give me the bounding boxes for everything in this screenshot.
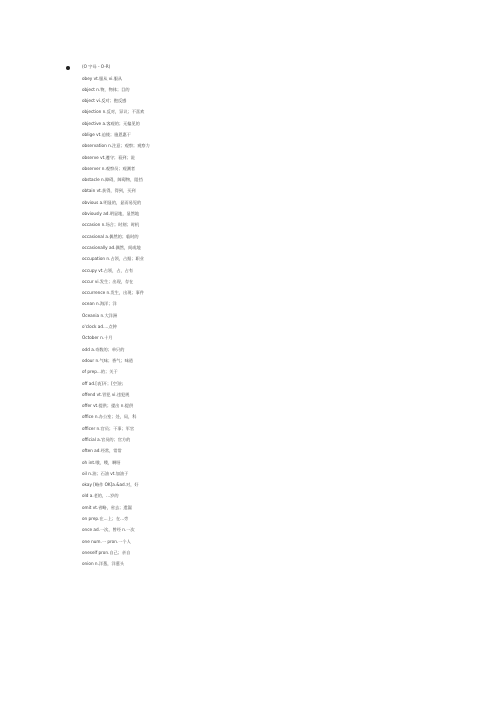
- vocabulary-entry: occasional a.偶然的；临时的: [82, 233, 139, 239]
- vocabulary-entry: occurrence n.发生，出现；事件: [82, 290, 145, 296]
- vocabulary-entry: oblige vt.迫使；施恩惠于: [82, 131, 131, 137]
- vocabulary-entry: occasionally ad.偶然，间或地: [82, 244, 141, 250]
- vocabulary-entry: omit vt.省略，省去；遗漏: [82, 504, 132, 510]
- vocabulary-entry: of prep...的；关于: [82, 369, 118, 375]
- vocabulary-entry: occupy vt.占领，占，占有: [82, 267, 134, 273]
- vocabulary-entry: October n.十月: [82, 335, 113, 341]
- bullet-icon: [66, 66, 70, 70]
- vocabulary-entry: objection n.反对，异议；不喜欢: [82, 109, 145, 115]
- vocabulary-entry: offer vt.提供；提出 n.提供: [82, 403, 134, 409]
- vocabulary-entry: officer n.官员；干事；军官: [82, 425, 135, 431]
- vocabulary-entry: Oceania n.大洋洲: [82, 312, 118, 318]
- vocabulary-entry: oneself pron.自己；亲自: [82, 549, 131, 555]
- vocabulary-entry: odour n.气味；香气；味道: [82, 357, 133, 363]
- vocabulary-entry: off ad.[表]开；[空]出: [82, 380, 123, 386]
- vocabulary-entry: okay [略作 OK]a.&ad.对，好: [82, 482, 139, 488]
- vocabulary-entry: o'clock ad....点钟: [82, 324, 117, 330]
- vocabulary-entry: one num.一 pron.一个人: [82, 538, 131, 544]
- vocabulary-entry: occasion n.场合；时刻；时机: [82, 222, 140, 228]
- vocabulary-entry: obtain vt.获得，得到，买到: [82, 188, 136, 194]
- vocabulary-entry: on prep.在...上；在...旁: [82, 516, 129, 522]
- vocabulary-entry: observe vt.遵守；看到；说: [82, 154, 135, 160]
- vocabulary-entry: often ad.经常，常常: [82, 448, 122, 454]
- vocabulary-entry: oil n.油；石油 vt.加油于: [82, 470, 129, 476]
- vocabulary-list: [82, 76, 150, 573]
- vocabulary-entry: obey vt.服从 vi.服从: [82, 75, 123, 81]
- vocabulary-entry: onion n.洋葱，洋葱头: [82, 561, 125, 567]
- vocabulary-entry: occur vi.发生；出现，存在: [82, 278, 134, 284]
- vocabulary-entry: obviously ad.明显地，显然地: [82, 211, 140, 217]
- vocabulary-entry: oh int.哦，噢，啊呀: [82, 459, 121, 465]
- vocabulary-entry: occupation n.占领，占据；职业: [82, 256, 144, 262]
- vocabulary-entry: object vi.反对；抱反感: [82, 98, 127, 104]
- section-heading: (O 字母 - O-R): [82, 64, 111, 69]
- vocabulary-entry: ocean n.海洋；洋: [82, 301, 117, 307]
- vocabulary-entry: office n.办公室；处，局，科: [82, 414, 137, 420]
- vocabulary-entry: offend vt.冒犯 vi.违犯规: [82, 391, 130, 397]
- vocabulary-entry: obstacle n.障碍，障碍物，阻挡: [82, 177, 143, 183]
- vocabulary-entry: objective a.客观的；无偏见的: [82, 120, 140, 126]
- vocabulary-entry: old a.老的，...岁的: [82, 493, 119, 499]
- vocabulary-entry: official a.官员的；官方的: [82, 437, 131, 442]
- vocabulary-entry: odd a.奇数的；单只的: [82, 346, 125, 352]
- vocabulary-entry: observation n.注意；观察；观察力: [82, 143, 150, 149]
- vocabulary-entry: observer n.观察员；观测者: [82, 165, 136, 171]
- vocabulary-entry: object n.物，物体；目的: [82, 86, 130, 92]
- vocabulary-entry: once ad.一次，曾经 n.一次: [82, 527, 135, 533]
- vocabulary-entry: obvious a.明显的，显而易见的: [82, 199, 142, 205]
